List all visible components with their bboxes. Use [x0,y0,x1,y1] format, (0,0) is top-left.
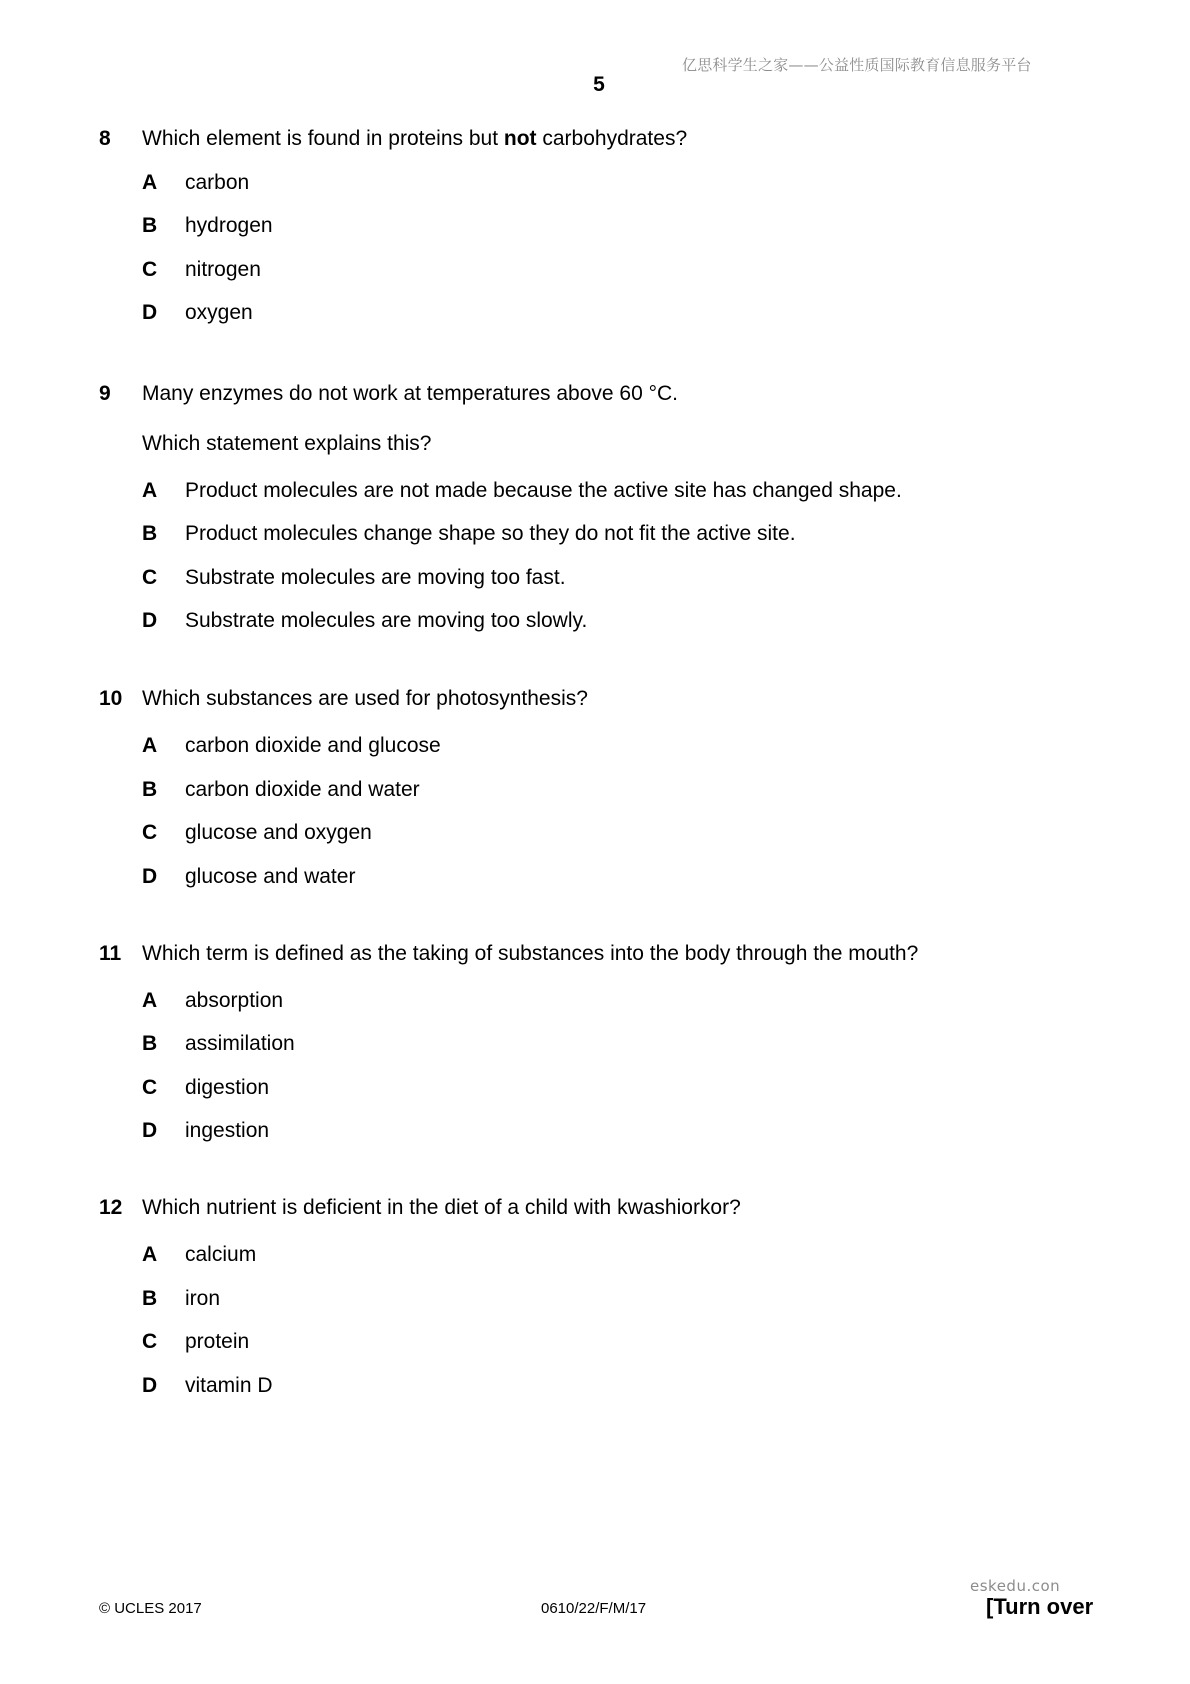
option-letter: A [142,734,158,757]
option-text: protein [185,1330,250,1353]
option-text: carbon dioxide and glucose [185,734,441,757]
footer-copyright: © UCLES 2017 [99,1600,202,1617]
question-text: Which term is defined as the taking of substances into the body through the mouth? [142,942,919,965]
option-text: iron [185,1287,221,1310]
question-text: Which substances are used for photosynthesis? [142,687,588,710]
option-text: carbon dioxide and water [185,778,420,801]
option-letter: A [142,1243,158,1266]
option-text: Substrate molecules are moving too fast. [185,566,566,589]
option-text: Product molecules change shape so they do not fit the active site. [185,522,796,545]
header-watermark: 亿思科学生之家——公益性质国际教育信息服务平台 [682,56,1032,74]
question-number: 8 [99,127,111,150]
option-text: absorption [185,989,284,1012]
option-text: nitrogen [185,258,261,281]
option-text: Substrate molecules are moving too slowly. [185,609,588,632]
question-number: 11 [99,942,122,965]
question-number: 10 [99,687,123,710]
option-text: vitamin D [185,1374,273,1397]
option-text: ingestion [185,1119,270,1142]
option-letter: C [142,1076,158,1099]
page-number: 5 [593,73,605,96]
option-letter: C [142,821,158,844]
option-letter: D [142,301,158,324]
question-text-after: carbohydrates? [536,127,688,150]
option-text: digestion [185,1076,270,1099]
option-text: oxygen [185,301,253,324]
option-letter: D [142,1374,158,1397]
option-text: calcium [185,1243,257,1266]
option-letter: C [142,566,158,589]
question-text-before: Which element is found in proteins but [142,127,504,150]
option-letter: B [142,1287,158,1310]
footer-paper-code: 0610/22/F/M/17 [541,1600,647,1617]
option-text: hydrogen [185,214,273,237]
option-letter: B [142,1032,158,1055]
option-text: Product molecules are not made because the active site has changed shape. [185,479,902,502]
option-text: glucose and oxygen [185,821,372,844]
option-letter: C [142,258,158,281]
question-number: 9 [99,382,111,405]
option-text: assimilation [185,1032,295,1055]
option-letter: D [142,609,158,632]
option-letter: A [142,989,158,1012]
option-letter: D [142,865,158,888]
option-letter: B [142,214,158,237]
question-text-emphasis: not [503,127,537,150]
footer-watermark: eskedu.con [970,1577,1061,1595]
question-subtext: Which statement explains this? [142,432,432,455]
question-text: Which nutrient is deficient in the diet of a child with kwashiorkor? [142,1196,741,1219]
option-letter: A [142,171,158,194]
option-letter: B [142,522,158,545]
option-letter: D [142,1119,158,1142]
option-letter: A [142,479,158,502]
option-letter: C [142,1330,158,1353]
option-text: glucose and water [185,865,356,888]
option-text: carbon [185,171,250,194]
question-text [142,126,687,152]
option-letter: B [142,778,158,801]
question-number: 12 [99,1196,123,1219]
turn-over-label: [Turn over [986,1594,1094,1619]
question-text: Many enzymes do not work at temperatures above 60 °C. [142,382,678,405]
